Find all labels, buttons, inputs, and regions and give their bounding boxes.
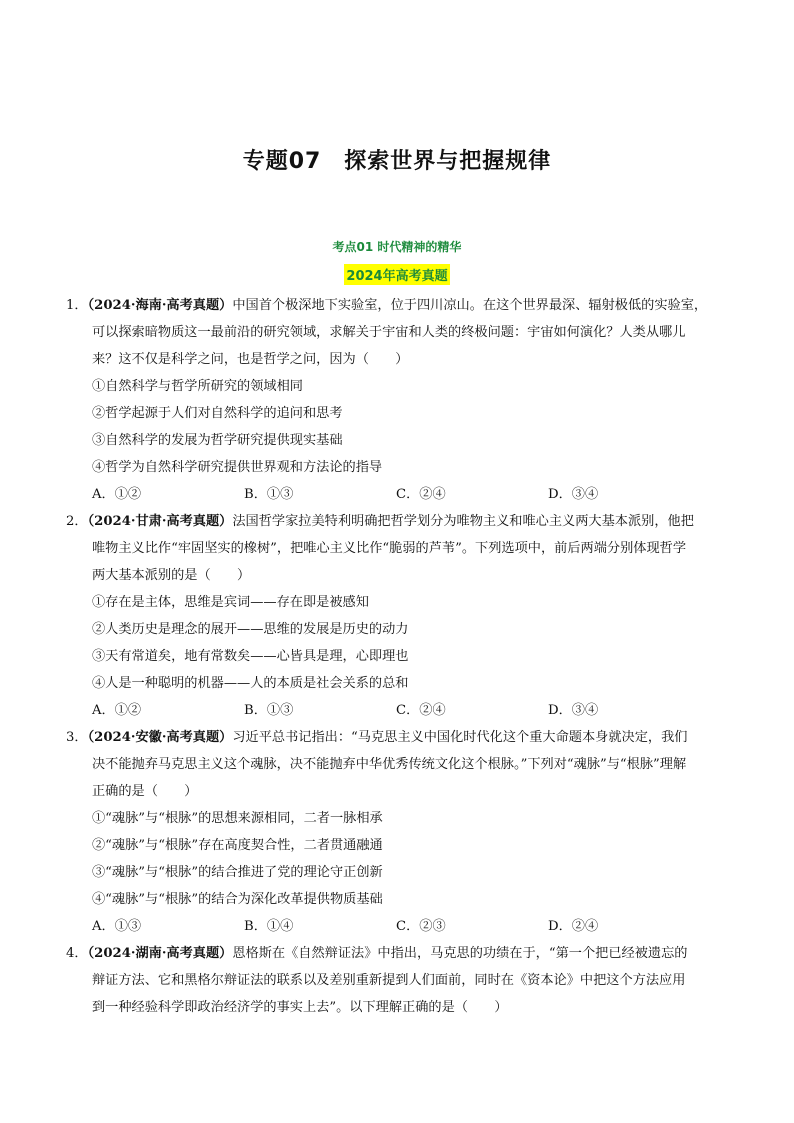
- choice-d: D．②④: [548, 919, 599, 934]
- section-heading: 考点01 时代精神的精华: [332, 240, 462, 254]
- statement-option: ④哲学为自然科学研究提供世界观和方法论的指导: [92, 460, 383, 475]
- question-stem-line: 来？这不仅是科学之问，也是哲学之问，因为（ ）: [92, 352, 409, 367]
- question-1: [66, 292, 722, 508]
- choice-a: A．①②: [92, 487, 142, 502]
- choice-a: A．①③: [92, 919, 142, 934]
- answer-choices: [92, 697, 722, 724]
- choice-d: D．③④: [548, 487, 599, 502]
- question-number: 4．: [66, 946, 88, 961]
- answer-choices: [92, 913, 722, 940]
- question-stem-line: 决不能抛弃马克思主义这个魂脉，决不能抛弃中华优秀传统文化这个根脉。”下列对“魂脉”与“根脉”理解: [92, 757, 687, 772]
- choice-a: A．①②: [92, 703, 142, 718]
- choice-c: C．②④: [396, 487, 446, 502]
- statement-option: ②哲学起源于人们对自然科学的追问和思考: [92, 406, 343, 421]
- answer-choices: [92, 481, 722, 508]
- statement-option: ①存在是主体，思维是宾词——存在即是被感知: [92, 595, 369, 610]
- choice-d: D．③④: [548, 703, 599, 718]
- statement-option: ②“魂脉”与“根脉”存在高度契合性，二者贯通融通: [92, 838, 383, 853]
- question-list: [66, 292, 722, 1021]
- statement-option: ③天有常道矣，地有常数矣——心皆具是理，心即理也: [92, 649, 409, 664]
- question-2: [66, 508, 722, 724]
- question-text: 法国哲学家拉美特利明确把哲学划分为唯物主义和唯心主义两大基本派别，他把: [232, 514, 694, 529]
- question-stem-line: 辩证方法、它和黑格尔辩证法的联系以及差别重新提到人们面前，同时在《资本论》中把这个方法应用: [92, 973, 686, 988]
- question-text: 恩格斯在《自然辩证法》中指出，马克思的功绩在于，“第一个把已经被遗忘的: [232, 946, 688, 961]
- choice-b: B．①③: [244, 487, 294, 502]
- question-stem-line: 唯物主义比作“牢固坚实的橡树”，把唯心主义比作“脆弱的芦苇”。下列选项中，前后两端分别体现哲学: [92, 541, 687, 556]
- subsection-heading-wrap: [0, 264, 794, 285]
- question-stem-line: 可以探索暗物质这一最前沿的研究领域，求解关于宇宙和人类的终极问题：宇宙如何演化？人类从哪儿: [92, 325, 686, 340]
- question-number: 2．: [66, 514, 88, 529]
- question-number: 1．: [66, 298, 88, 313]
- page-title: 专题07 探索世界与把握规律: [242, 149, 552, 174]
- question-text: 中国首个极深地下实验室，位于四川凉山。在这个世界最深、辐射极低的实验室，: [232, 298, 708, 313]
- question-stem-line: 到一种经验科学即政治经济学的事实上去”。以下理解正确的是（ ）: [92, 1000, 508, 1015]
- question-source: （2024·安徽·高考真题）: [87, 730, 233, 745]
- choice-b: B．①④: [244, 919, 294, 934]
- question-source: （2024·湖南·高考真题）: [87, 946, 233, 961]
- question-source: （2024·海南·高考真题）: [87, 298, 233, 313]
- statement-option: ④人是一种聪明的机器——人的本质是社会关系的总和: [92, 676, 409, 691]
- question-source: （2024·甘肃·高考真题）: [87, 514, 233, 529]
- statement-option: ③“魂脉”与“根脉”的结合推进了党的理论守正创新: [92, 865, 383, 880]
- question-stem-line: [66, 724, 722, 751]
- question-3: [66, 724, 722, 940]
- question-number: 3．: [66, 730, 88, 745]
- question-text: 习近平总书记指出：“马克思主义中国化时代化这个重大命题本身就决定，我们: [232, 730, 688, 745]
- statement-option: ①“魂脉”与“根脉”的思想来源相同，二者一脉相承: [92, 811, 383, 826]
- choice-c: C．②④: [396, 703, 446, 718]
- question-stem-line: [66, 508, 722, 535]
- statement-option: ③自然科学的发展为哲学研究提供现实基础: [92, 433, 343, 448]
- subsection-heading: 2024年高考真题: [344, 264, 449, 285]
- statement-option: ④“魂脉”与“根脉”的结合为深化改革提供物质基础: [92, 892, 383, 907]
- statement-option: ②人类历史是理念的展开——思维的发展是历史的动力: [92, 622, 409, 637]
- question-stem-line: 两大基本派别的是（ ）: [92, 568, 251, 583]
- choice-c: C．②③: [396, 919, 446, 934]
- question-stem-line: [66, 292, 722, 319]
- question-stem-line: 正确的是（ ）: [92, 784, 198, 799]
- choice-b: B．①③: [244, 703, 294, 718]
- question-stem-line: [66, 940, 722, 967]
- statement-option: ①自然科学与哲学所研究的领域相同: [92, 379, 303, 394]
- question-4: [66, 940, 722, 1021]
